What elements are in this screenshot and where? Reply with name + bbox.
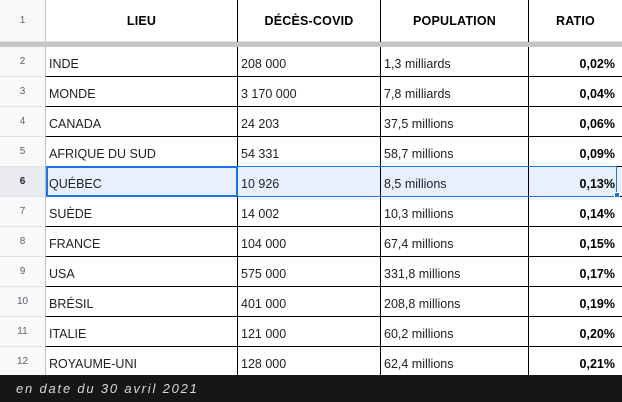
table-row (46, 197, 622, 227)
cell-ratio[interactable]: 0,13% (579, 177, 615, 191)
table-row (46, 317, 622, 347)
cell-population[interactable]: 10,3 millions (381, 197, 529, 227)
cell-population[interactable]: 7,8 milliards (381, 77, 529, 107)
cell-lieu[interactable]: SUÈDE (46, 197, 238, 227)
cell-lieu[interactable]: USA (46, 257, 238, 287)
row-number[interactable]: 7 (0, 197, 45, 227)
cell-population[interactable]: 37,5 millions (381, 107, 529, 137)
row-number[interactable]: 8 (0, 227, 45, 257)
cell-lieu[interactable]: QUÉBEC (46, 167, 238, 197)
row-number[interactable]: 4 (0, 107, 45, 137)
cell-lieu[interactable]: AFRIQUE DU SUD (46, 137, 238, 167)
row-number[interactable]: 9 (0, 257, 45, 287)
cell-population[interactable]: 62,4 millions (381, 347, 529, 375)
table-row (46, 47, 622, 77)
cell-population[interactable]: 1,3 milliards (381, 47, 529, 77)
cell-lieu[interactable]: CANADA (46, 107, 238, 137)
cell-lieu[interactable]: BRÉSIL (46, 287, 238, 317)
cell-population[interactable]: 331,8 millions (381, 257, 529, 287)
cell-ratio[interactable]: 0,02% (579, 57, 615, 71)
table-row (46, 167, 622, 197)
cell-ratio[interactable]: 0,20% (579, 327, 615, 341)
cell-ratio[interactable]: 0,06% (579, 117, 615, 131)
cell-population[interactable]: 60,2 millions (381, 317, 529, 347)
cell-lieu[interactable]: ROYAUME-UNI (46, 347, 238, 375)
row-number[interactable]: 12 (0, 347, 45, 375)
cell-ratio[interactable]: 0,14% (579, 207, 615, 221)
cell-population[interactable]: 58,7 millions (381, 137, 529, 167)
cell-population[interactable]: 8,5 millions (381, 167, 529, 197)
cell-ratio[interactable]: 0,04% (579, 87, 615, 101)
table-row (46, 107, 622, 137)
table-row (46, 77, 622, 107)
cell-deces-covid[interactable]: 14 002 (238, 197, 381, 227)
row-number[interactable]: 3 (0, 77, 45, 107)
table-row (46, 137, 622, 167)
cell-lieu[interactable]: MONDE (46, 77, 238, 107)
cell-ratio[interactable]: 0,17% (579, 267, 615, 281)
cell-deces-covid[interactable]: 54 331 (238, 137, 381, 167)
header-row (46, 0, 622, 42)
table-row (46, 287, 622, 317)
header-lieu[interactable]: LIEU (46, 0, 238, 42)
cell-deces-covid[interactable]: 3 170 000 (238, 77, 381, 107)
cell-lieu[interactable]: INDE (46, 47, 238, 77)
cell-population[interactable]: 208,8 millions (381, 287, 529, 317)
row-number[interactable]: 5 (0, 137, 45, 167)
cell-ratio[interactable]: 0,15% (579, 237, 615, 251)
cell-ratio[interactable]: 0,21% (579, 357, 615, 371)
cell-deces-covid[interactable]: 208 000 (238, 47, 381, 77)
date-caption: en date du 30 avril 2021 (0, 375, 622, 402)
table-row (46, 227, 622, 257)
header-deces-covid[interactable]: DÉCÈS-COVID (238, 0, 381, 42)
row-number-column (0, 0, 46, 375)
row-number[interactable]: 6 (0, 167, 45, 197)
cell-deces-covid[interactable]: 128 000 (238, 347, 381, 375)
table-row (46, 347, 622, 375)
cell-lieu[interactable]: FRANCE (46, 227, 238, 257)
cell-ratio[interactable]: 0,19% (579, 297, 615, 311)
row-number[interactable]: 10 (0, 287, 45, 317)
cell-deces-covid[interactable]: 401 000 (238, 287, 381, 317)
cell-deces-covid[interactable]: 575 000 (238, 257, 381, 287)
cell-lieu[interactable]: ITALIE (46, 317, 238, 347)
table-row (46, 257, 622, 287)
row-number[interactable]: 2 (0, 47, 45, 77)
row-number-header[interactable]: 1 (0, 0, 45, 42)
cell-population[interactable]: 67,4 millions (381, 227, 529, 257)
cell-deces-covid[interactable]: 10 926 (238, 167, 381, 197)
row-number[interactable]: 11 (0, 317, 45, 347)
header-ratio[interactable]: RATIO (556, 14, 595, 28)
cell-ratio[interactable]: 0,09% (579, 147, 615, 161)
cell-deces-covid[interactable]: 104 000 (238, 227, 381, 257)
cell-deces-covid[interactable]: 24 203 (238, 107, 381, 137)
header-population[interactable]: POPULATION (381, 0, 529, 42)
cell-deces-covid[interactable]: 121 000 (238, 317, 381, 347)
